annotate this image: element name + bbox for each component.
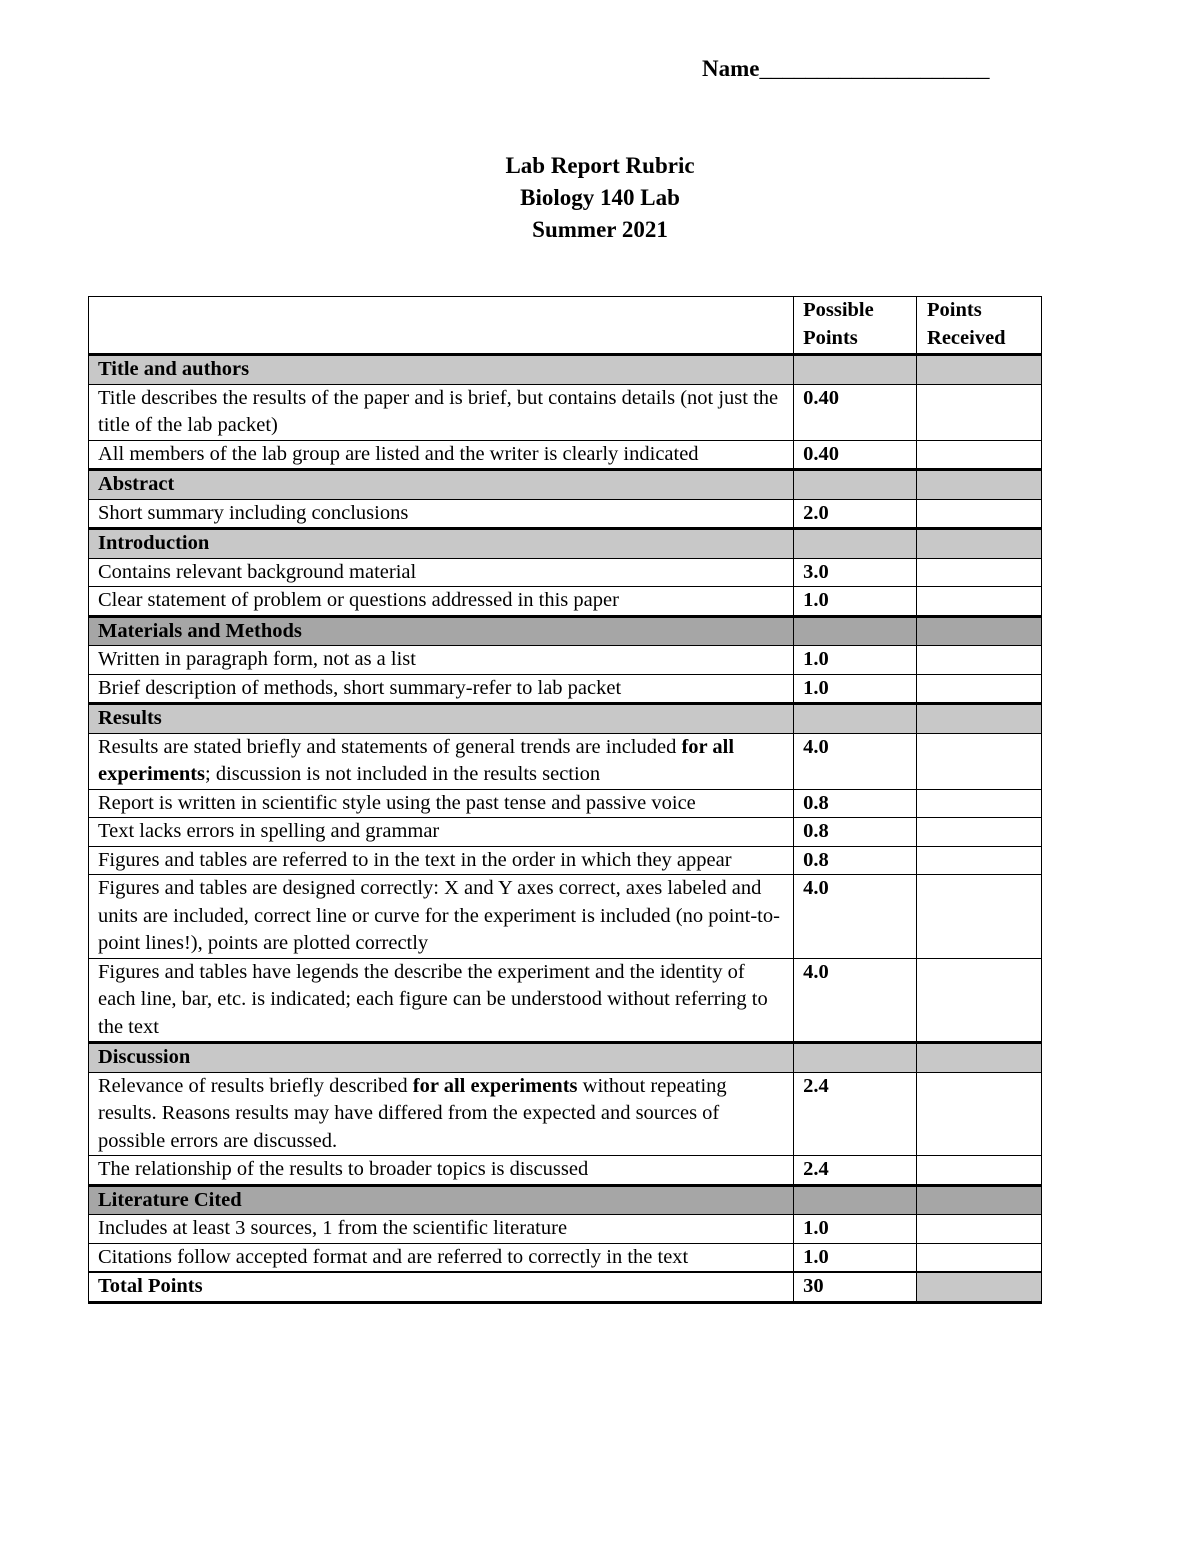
criterion-possible-points: 0.8 bbox=[794, 789, 917, 818]
criterion-emphasis: for all experiments bbox=[98, 735, 735, 785]
criterion-text: All members of the lab group are listed and the writer is clearly indicated bbox=[98, 442, 699, 465]
name-label-text: Name bbox=[702, 56, 760, 81]
criterion-text: Figures and tables are referred to in the text in the order in which they appear bbox=[98, 848, 732, 871]
criterion-description bbox=[89, 674, 794, 704]
criterion-row bbox=[89, 646, 1042, 675]
criterion-description bbox=[89, 1243, 794, 1272]
section-received-cell bbox=[917, 529, 1042, 559]
criterion-row bbox=[89, 384, 1042, 440]
criterion-description bbox=[89, 958, 794, 1043]
header-possible-line2: Points bbox=[803, 326, 858, 349]
header-points-received bbox=[917, 297, 1042, 355]
section-received-cell bbox=[917, 704, 1042, 734]
criterion-text: Figures and tables are designed correctly: X and Y axes correct, axes labeled and units are included, correct line or curve for the experiment is included (no point-to-point lines!), points are plotted correctly bbox=[98, 877, 780, 954]
criterion-text: Report is written in scientific style using the past tense and passive voice bbox=[98, 791, 696, 814]
criterion-possible-points: 3.0 bbox=[794, 558, 917, 587]
criterion-possible-points: 4.0 bbox=[794, 958, 917, 1043]
section-received-cell bbox=[917, 470, 1042, 500]
criterion-points-received[interactable] bbox=[917, 958, 1042, 1043]
criterion-description bbox=[89, 733, 794, 789]
criterion-points-received[interactable] bbox=[917, 1243, 1042, 1272]
criterion-row bbox=[89, 846, 1042, 875]
section-title: Title and authors bbox=[89, 355, 794, 385]
section-header-row bbox=[89, 529, 1042, 559]
criterion-description bbox=[89, 789, 794, 818]
section-title: Discussion bbox=[89, 1043, 794, 1073]
criterion-points-received[interactable] bbox=[917, 674, 1042, 704]
section-received-cell bbox=[917, 355, 1042, 385]
criterion-row bbox=[89, 733, 1042, 789]
criterion-row bbox=[89, 1215, 1042, 1244]
section-possible-cell bbox=[794, 355, 917, 385]
section-header-row bbox=[89, 616, 1042, 646]
course-line: Biology 140 Lab bbox=[520, 185, 680, 210]
criterion-row bbox=[89, 587, 1042, 617]
criterion-description bbox=[89, 846, 794, 875]
section-possible-cell bbox=[794, 529, 917, 559]
criterion-row bbox=[89, 1243, 1042, 1272]
criterion-points-received[interactable] bbox=[917, 818, 1042, 847]
criterion-possible-points: 1.0 bbox=[794, 674, 917, 704]
criterion-points-received[interactable] bbox=[917, 1156, 1042, 1186]
criterion-row bbox=[89, 558, 1042, 587]
total-possible-points: 30 bbox=[794, 1272, 917, 1302]
criterion-text: Clear statement of problem or questions addressed in this paper bbox=[98, 589, 619, 611]
document-title bbox=[0, 150, 1200, 246]
criterion-description bbox=[89, 1156, 794, 1186]
criterion-text: Results are stated briefly and statements of general trends are included bbox=[98, 735, 682, 758]
criterion-possible-points: 0.8 bbox=[794, 846, 917, 875]
section-title: Materials and Methods bbox=[89, 616, 794, 646]
header-possible-points bbox=[794, 297, 917, 355]
criterion-description bbox=[89, 818, 794, 847]
criterion-points-received[interactable] bbox=[917, 875, 1042, 959]
criterion-text: Short summary including conclusions bbox=[98, 501, 409, 524]
section-title: Results bbox=[89, 704, 794, 734]
criterion-possible-points: 0.40 bbox=[794, 384, 917, 440]
criterion-row bbox=[89, 1072, 1042, 1156]
total-label: Total Points bbox=[89, 1272, 794, 1302]
criterion-possible-points: 2.4 bbox=[794, 1156, 917, 1186]
criterion-row bbox=[89, 958, 1042, 1043]
criterion-text: Title describes the results of the paper and is brief, but contains details (not just the title of the lab packet) bbox=[98, 386, 779, 436]
criterion-possible-points: 4.0 bbox=[794, 875, 917, 959]
term-line: Summer 2021 bbox=[532, 217, 668, 242]
total-row bbox=[89, 1272, 1042, 1302]
criterion-possible-points: 0.40 bbox=[794, 440, 917, 470]
table-header-row bbox=[89, 297, 1042, 355]
criterion-text: Text lacks errors in spelling and grammar bbox=[98, 820, 440, 842]
criterion-possible-points: 1.0 bbox=[794, 1243, 917, 1272]
section-title: Introduction bbox=[89, 529, 794, 559]
section-received-cell bbox=[917, 616, 1042, 646]
title-line: Lab Report Rubric bbox=[505, 153, 695, 178]
criterion-description bbox=[89, 440, 794, 470]
criterion-description bbox=[89, 384, 794, 440]
section-header-row bbox=[89, 1043, 1042, 1073]
section-received-cell bbox=[917, 1043, 1042, 1073]
header-received-line2: Received bbox=[927, 326, 1006, 349]
criterion-points-received[interactable] bbox=[917, 384, 1042, 440]
criterion-possible-points: 1.0 bbox=[794, 646, 917, 675]
header-description-cell bbox=[89, 297, 794, 355]
criterion-text: Includes at least 3 sources, 1 from the scientific literature bbox=[98, 1217, 568, 1239]
section-header-row bbox=[89, 704, 1042, 734]
criterion-row bbox=[89, 674, 1042, 704]
criterion-points-received[interactable] bbox=[917, 646, 1042, 675]
criterion-description bbox=[89, 646, 794, 675]
criterion-row bbox=[89, 499, 1042, 529]
criterion-text: Figures and tables have legends the describe the experiment and the identity of each line, bar, etc. is indicated; each figure can be understood without referring to the text bbox=[98, 960, 768, 1038]
section-received-cell bbox=[917, 1185, 1042, 1215]
section-header-row bbox=[89, 355, 1042, 385]
section-possible-cell bbox=[794, 616, 917, 646]
criterion-text: The relationship of the results to broader topics is discussed bbox=[98, 1158, 589, 1180]
criterion-row bbox=[89, 818, 1042, 847]
criterion-description bbox=[89, 587, 794, 617]
section-header-row bbox=[89, 470, 1042, 500]
rubric-table bbox=[88, 296, 1042, 1304]
header-received-line1: Points bbox=[927, 299, 982, 321]
section-possible-cell bbox=[794, 1043, 917, 1073]
name-field-label bbox=[702, 56, 989, 82]
criterion-possible-points: 2.0 bbox=[794, 499, 917, 529]
criterion-emphasis: for all experiments bbox=[412, 1074, 578, 1097]
criterion-row bbox=[89, 1156, 1042, 1186]
criterion-row bbox=[89, 875, 1042, 959]
total-points-received[interactable] bbox=[917, 1272, 1042, 1302]
criterion-points-received[interactable] bbox=[917, 789, 1042, 818]
section-possible-cell bbox=[794, 1185, 917, 1215]
header-possible-line1: Possible bbox=[803, 299, 874, 321]
criterion-description bbox=[89, 558, 794, 587]
section-title: Literature Cited bbox=[89, 1185, 794, 1215]
name-blank-line[interactable]: ____________________ bbox=[759, 56, 990, 81]
criterion-possible-points: 2.4 bbox=[794, 1072, 917, 1156]
criterion-description bbox=[89, 1215, 794, 1244]
criterion-text: Written in paragraph form, not as a list bbox=[98, 648, 416, 670]
criterion-points-received[interactable] bbox=[917, 846, 1042, 875]
criterion-text: Relevance of results briefly described bbox=[98, 1074, 413, 1097]
section-possible-cell bbox=[794, 704, 917, 734]
criterion-text: Brief description of methods, short summary-refer to lab packet bbox=[98, 676, 622, 699]
criterion-description bbox=[89, 875, 794, 959]
criterion-points-received[interactable] bbox=[917, 1215, 1042, 1244]
criterion-description bbox=[89, 1072, 794, 1156]
section-possible-cell bbox=[794, 470, 917, 500]
criterion-row bbox=[89, 789, 1042, 818]
criterion-possible-points: 1.0 bbox=[794, 1215, 917, 1244]
criterion-points-received[interactable] bbox=[917, 558, 1042, 587]
criterion-points-received[interactable] bbox=[917, 499, 1042, 529]
criterion-possible-points: 4.0 bbox=[794, 733, 917, 789]
criterion-points-received[interactable] bbox=[917, 440, 1042, 470]
criterion-text-cont: without repeating results. Reasons results may have differed from the expected and sources of possible errors are discussed. bbox=[98, 1074, 727, 1152]
section-title: Abstract bbox=[89, 470, 794, 500]
criterion-points-received[interactable] bbox=[917, 733, 1042, 789]
criterion-possible-points: 0.8 bbox=[794, 818, 917, 847]
criterion-description bbox=[89, 499, 794, 529]
criterion-points-received[interactable] bbox=[917, 587, 1042, 617]
criterion-possible-points: 1.0 bbox=[794, 587, 917, 617]
criterion-text: Contains relevant background material bbox=[98, 560, 417, 583]
criterion-text: Citations follow accepted format and are referred to correctly in the text bbox=[98, 1245, 689, 1268]
criterion-points-received[interactable] bbox=[917, 1072, 1042, 1156]
criterion-text-cont: ; discussion is not included in the results section bbox=[205, 763, 601, 785]
section-header-row bbox=[89, 1185, 1042, 1215]
criterion-row bbox=[89, 440, 1042, 470]
